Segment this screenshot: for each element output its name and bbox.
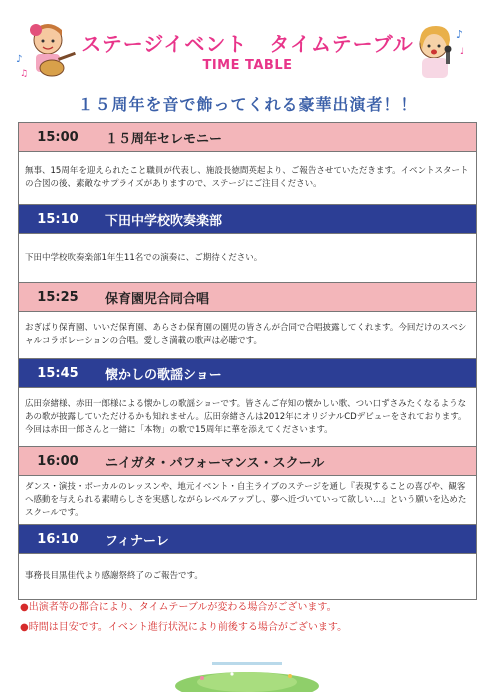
schedule-time: 16:00: [37, 453, 79, 469]
svg-text:♫: ♫: [20, 69, 29, 79]
bullet-dot-icon: ●: [20, 602, 29, 613]
schedule-title: 懐かしの歌謡ショー: [105, 367, 222, 383]
schedule-header-1610: [19, 525, 476, 553]
schedule-description-1500: [19, 151, 476, 205]
svg-text:♪: ♪: [16, 54, 23, 65]
schedule-description-1510: [19, 233, 476, 283]
notes: [20, 598, 480, 638]
schedule-header-1510: [19, 205, 476, 233]
schedule-description-1610: [19, 553, 476, 599]
schedule-description-1545: [19, 387, 476, 447]
note-text: 出演者等の都合により、タイムテーブルが変わる場合がございます。: [28, 602, 337, 613]
note-item: [20, 598, 480, 618]
schedule-description: おぎばり保育園、いいだ保育園、あらさわ保育園の園児の皆さんが合同で合唱披露してくれます。今回だけのスペシャルコラボレーションの合唱。愛しさ満載の歌声は必聴です。: [25, 323, 467, 346]
schedule-header-1500: [19, 123, 476, 151]
schedule-title: ニイガタ・パフォーマンス・スクール: [105, 455, 325, 471]
subtitle-banner: １５周年を音で飾ってくれる豪華出演者！！: [77, 95, 418, 114]
note-item: [20, 618, 480, 638]
schedule-title: １５周年セレモニー: [105, 131, 223, 147]
schedule-description-1525: [19, 311, 476, 359]
green-hill-illustration: [172, 652, 322, 692]
schedule-description-1600: [19, 475, 476, 525]
schedule-time: 15:25: [37, 289, 79, 305]
note-text: 時間は目安です。イベント進行状況により前後する場合がございます。: [28, 622, 348, 633]
title-timetable: タイムテーブル: [269, 32, 414, 56]
singer-with-microphone-illustration: [400, 20, 472, 84]
schedule-time: 16:10: [37, 531, 79, 547]
schedule-time: 15:45: [37, 365, 79, 381]
schedule-description: 広田奈緒様、赤田一郎様による懐かしの歌謡ショーです。皆さんご存知の懐かしい歌、つい口ずさみたくなるようなあの歌が披露していただけるかも知れません。広田奈緒さんは2012年にオリジナルCDデビューをされております。今回は赤田一郎さんと一緒に「本物」の歌で15周年に華を添えてくださいます。: [25, 398, 467, 435]
schedule-header-1600: [19, 447, 476, 475]
schedule-header-1525: [19, 283, 476, 311]
page-header: [0, 0, 495, 88]
schedule-description: 無事、15周年を迎えられたこと職員が代表し、施設長徳間英起より、ご報告させていただきます。イベントスタートの合図の後、素敵なサプライズがありますので、ステージにご注目ください。: [25, 166, 469, 189]
page-title-english: TIME TABLE: [202, 58, 293, 73]
schedule-time: 15:10: [37, 211, 79, 227]
schedule-time: 15:00: [37, 129, 79, 145]
schedule-title: フィナーレ: [105, 533, 169, 549]
schedule-description: 事務長目黒佳代より感謝祭終了のご報告です。: [25, 571, 203, 581]
schedule-description: ダンス・演技・ボーカルのレッスンや、地元イベント・自主ライブのステージを通し『表現することの喜びや、観客へ感動を与えられる素晴らしさを実感しながらレベルアップし、夢へ近づいていって欲しい…』という願いを込めたスクールです。: [25, 481, 467, 518]
timetable: [18, 122, 477, 600]
schedule-header-1545: [19, 359, 476, 387]
svg-text:♪: ♪: [456, 28, 464, 41]
schedule-description: 下田中学校吹奏楽部1年生11名での演奏に、ご期待ください。: [25, 252, 263, 263]
title-stage-event: ステージイベント: [81, 32, 248, 56]
svg-text:♩: ♩: [460, 47, 465, 57]
schedule-title: 下田中学校吹奏楽部: [105, 213, 223, 229]
schedule-title: 保育園児合同合唱: [105, 291, 210, 307]
bullet-dot-icon: ●: [20, 622, 29, 633]
